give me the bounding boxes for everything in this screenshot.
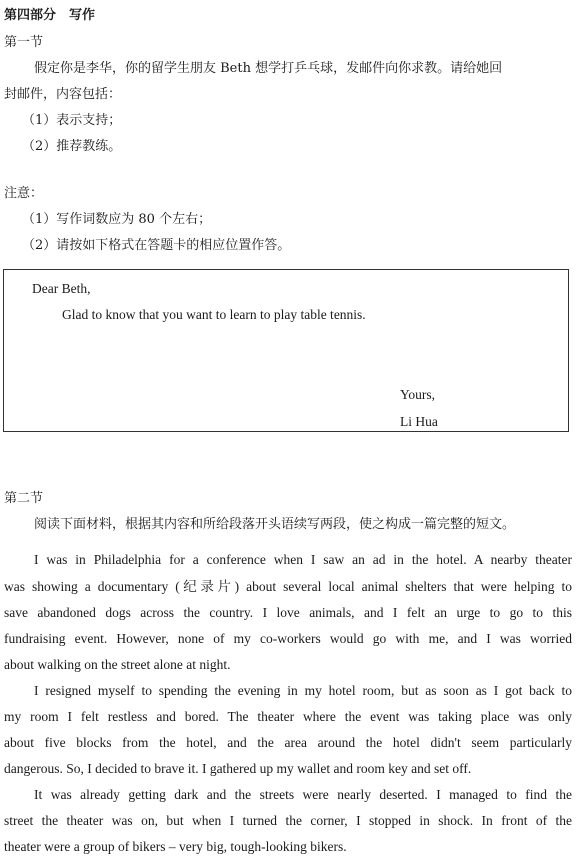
section-title: 第四部分 写作: [4, 8, 96, 23]
passage-line: about walking on the street alone at night.: [4, 657, 231, 672]
passage-line: my room I felt restless and bored. The theater where the event was taking place was only: [4, 709, 572, 724]
part1-prompt-line2: 封邮件，内容包括：: [4, 87, 122, 102]
passage-line: theater were a group of bikers – very big, tough-looking bikers.: [4, 839, 347, 854]
part1-heading: 第一节: [4, 35, 44, 50]
passage-line: fundraising event. However, none of my co-workers would go with me, and I was worried: [4, 631, 572, 646]
letter-closing: Yours,: [400, 387, 436, 402]
note-heading: 注意：: [4, 186, 44, 201]
passage-line: dangerous. So, I decided to brave it. I gathered up my wallet and room key and set off.: [4, 761, 472, 776]
passage-line: street the theater was on, but when I turned the corner, I stopped in shock. In front of the: [4, 813, 572, 828]
letter-salutation: Dear Beth,: [32, 281, 91, 296]
part1-point-1: （1）表示支持；: [22, 113, 122, 128]
passage-line: save abandoned dogs across the country. I love animals, and I felt an urge to go to this: [4, 605, 572, 620]
note-2: （2）请按如下格式在答题卡的相应位置作答。: [22, 238, 291, 253]
passage-line: I was in Philadelphia for a conference when I saw an ad in the hotel. A nearby theater: [34, 552, 572, 567]
passage-line: about five blocks from the hotel, and the area around the hotel didn't seem particularly: [4, 735, 572, 750]
part2-heading: 第二节: [4, 491, 44, 506]
part1-prompt-line1: 假定你是李华，你的留学生朋友 Beth 想学打乒乓球，发邮件向你求教。请给她回: [34, 61, 503, 76]
passage-line: I resigned myself to spending the evening in my hotel room, but as soon as I got back to: [34, 683, 572, 698]
letter-box: [3, 269, 569, 432]
letter-opening: Glad to know that you want to learn to play table tennis.: [62, 307, 366, 322]
part2-instruction: 阅读下面材料，根据其内容和所给段落开头语续写两段，使之构成一篇完整的短文。: [34, 517, 516, 532]
note-1: （1）写作词数应为 80 个左右；: [22, 212, 212, 227]
part1-point-2: （2）推荐教练。: [22, 139, 122, 154]
letter-signature: Li Hua: [400, 414, 438, 429]
passage-line: was showing a documentary (纪录片) about several local animal shelters that were helping to: [4, 579, 572, 594]
passage-line: It was already getting dark and the streets were nearly deserted. I managed to find the: [34, 787, 572, 802]
